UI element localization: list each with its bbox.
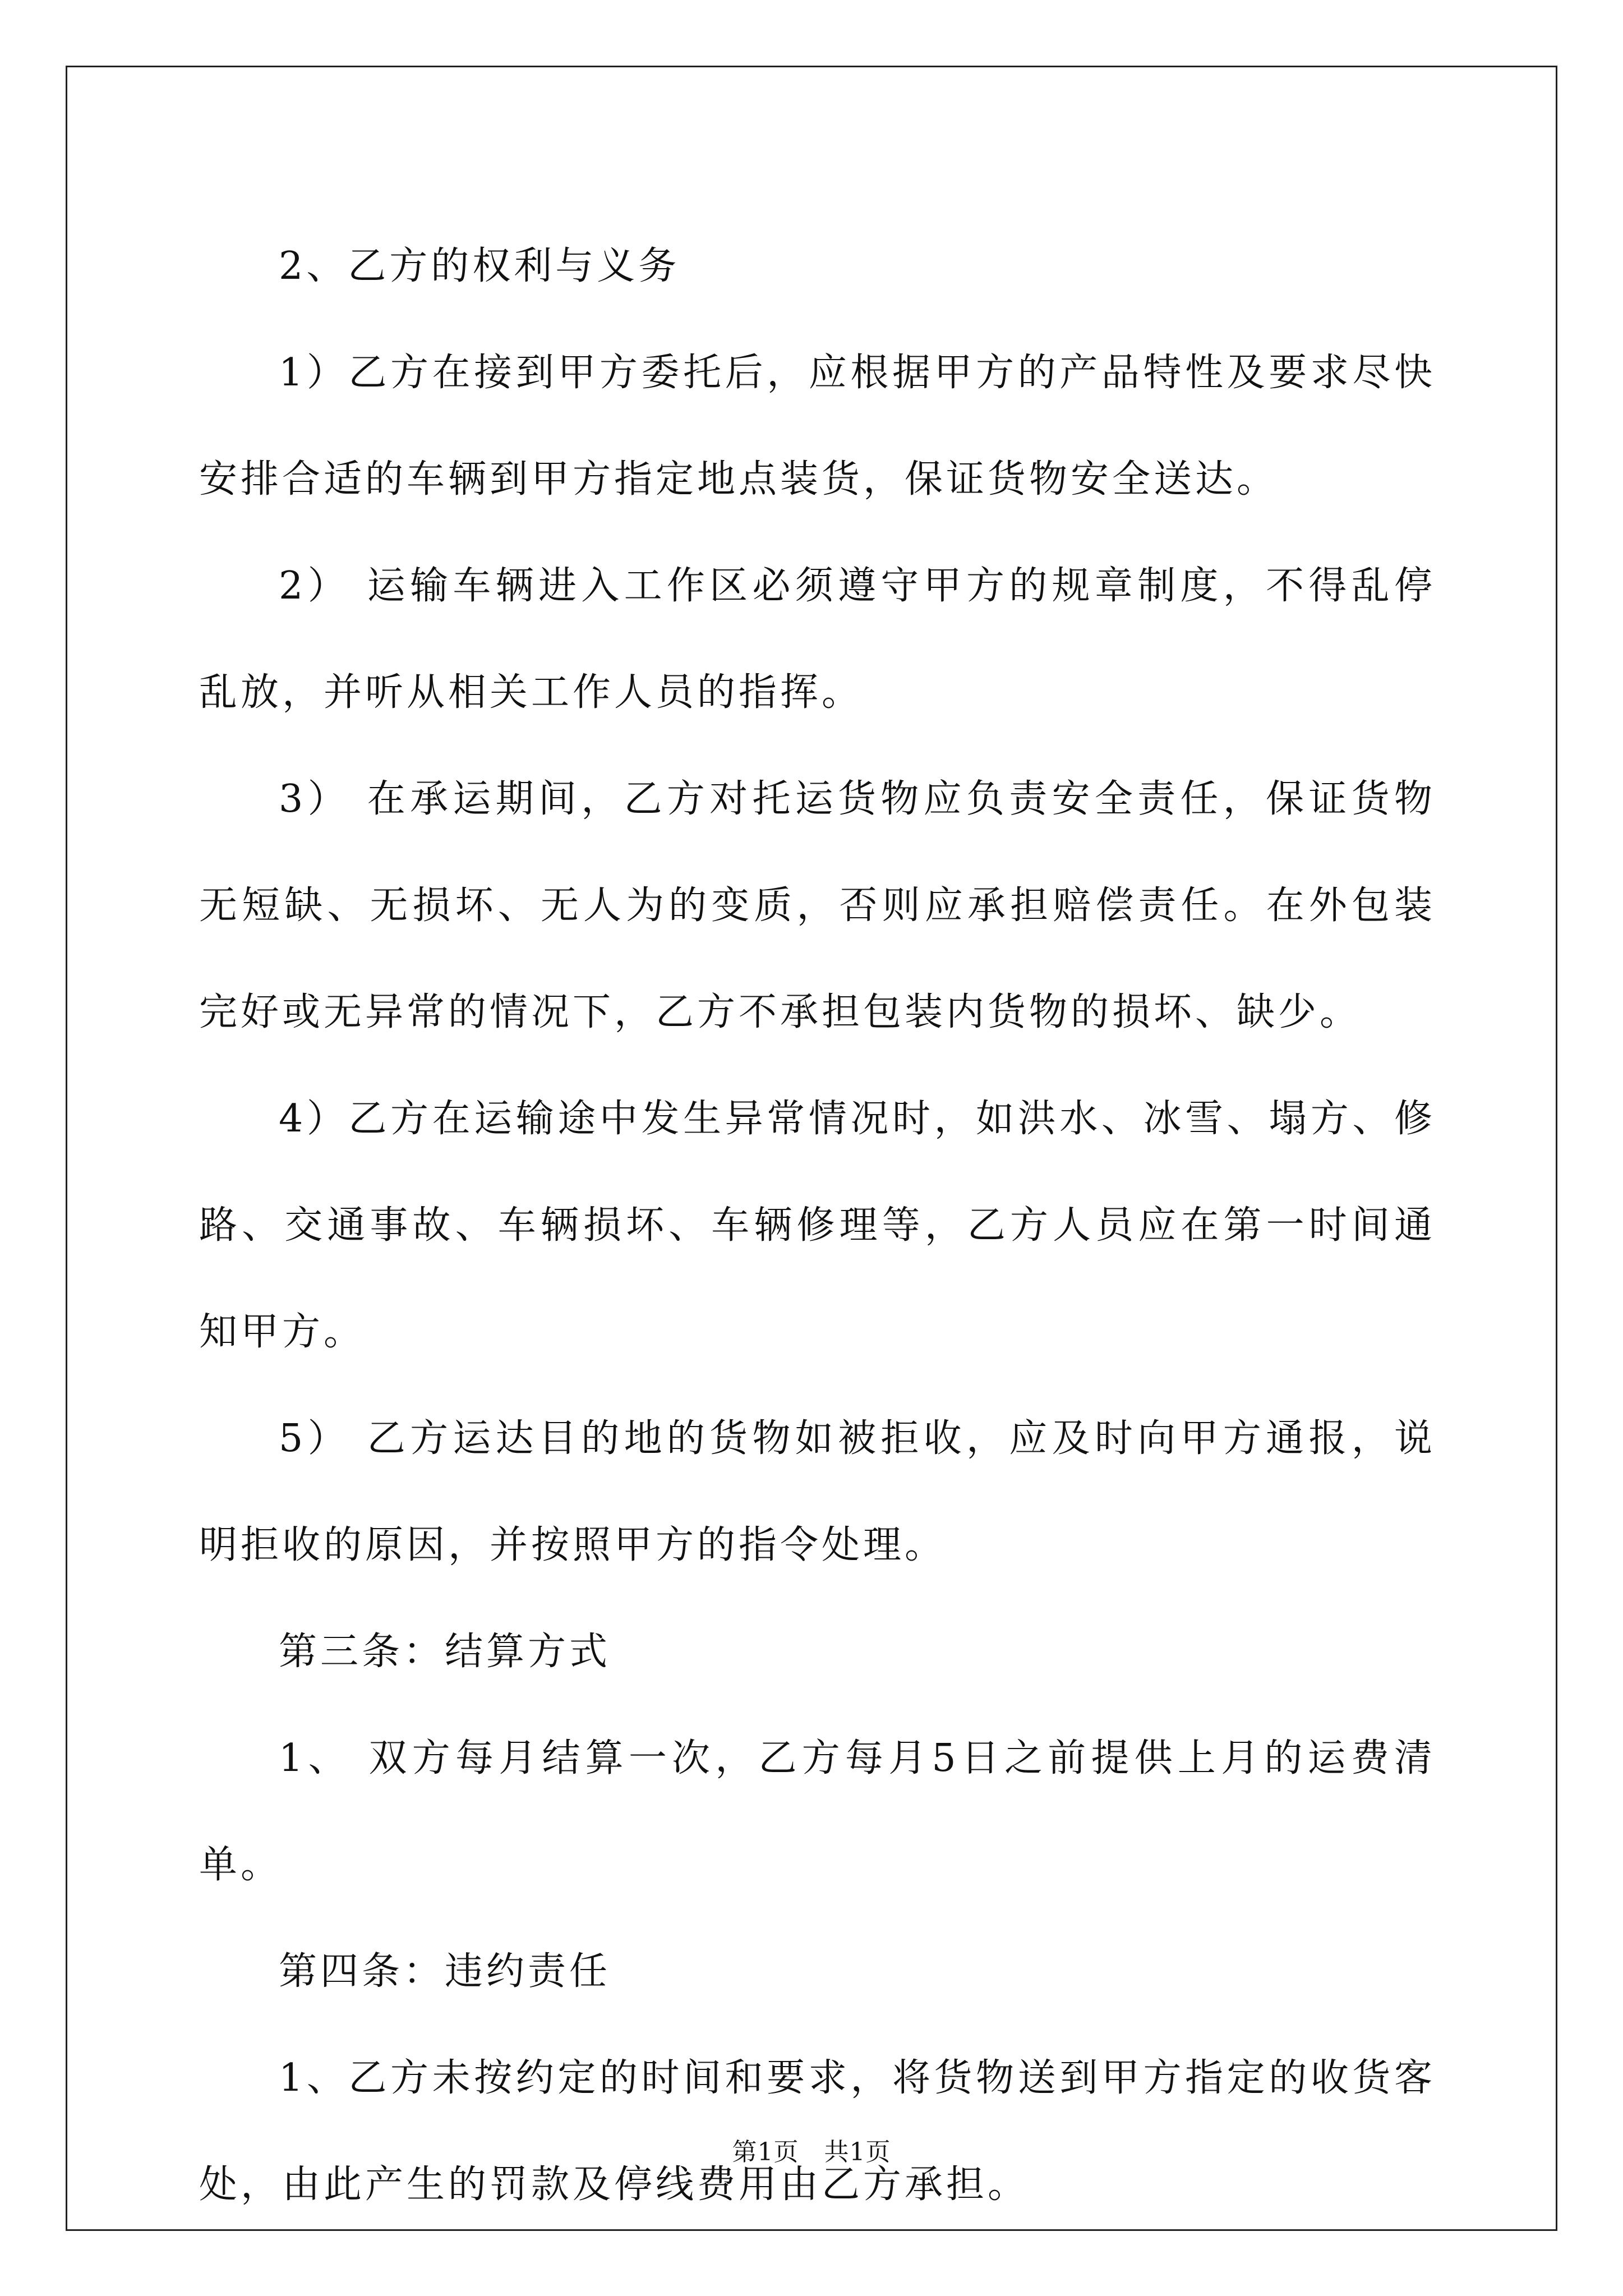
liability-clause-1: 1、乙方未按约定的时间和要求，将货物送到甲方指定的收货客处，由此产生的罚款及停线费用由乙方承担。 xyxy=(199,2056,1436,2207)
settlement-clause-1: 1、 双方每月结算一次，乙方每月5日之前提供上月的运费清单。 xyxy=(199,1736,1436,1887)
page-total: 共1页 xyxy=(824,2138,891,2166)
article-4-heading: 第四条：违约责任 xyxy=(279,1949,611,1994)
clause-4: 4）乙方在运输途中发生异常情况时，如洪水、冰雪、塌方、修路、交通事故、车辆损坏、车辆修理等，乙方人员应在第一时间通知甲方。 xyxy=(199,1097,1436,1354)
clause-2: 2） 运输车辆进入工作区必须遵守甲方的规章制度，不得乱停乱放，并听从相关工作人员的指挥。 xyxy=(199,564,1436,715)
page-number: 第1页 xyxy=(732,2138,799,2166)
clause-3: 3） 在承运期间，乙方对托运货物应负责安全责任，保证货物无短缺、无损坏、无人为的变质，否则应承担赔偿责任。在外包装完好或无异常的情况下，乙方不承担包装内货物的损坏、缺少。 xyxy=(199,777,1436,1034)
article-3-heading: 第三条：结算方式 xyxy=(279,1630,611,1674)
document-body xyxy=(199,213,1436,2238)
clause-5: 5） 乙方运达目的地的货物如被拒收，应及时向甲方通报，说明拒收的原因，并按照甲方的指令处理。 xyxy=(199,1416,1436,1567)
section-heading-party-b-rights: 2、乙方的权利与义务 xyxy=(279,244,680,288)
page-footer xyxy=(0,2132,1623,2168)
clause-1: 1）乙方在接到甲方委托后，应根据甲方的产品特性及要求尽快安排合适的车辆到甲方指定地点装货，保证货物安全送达。 xyxy=(199,351,1436,501)
